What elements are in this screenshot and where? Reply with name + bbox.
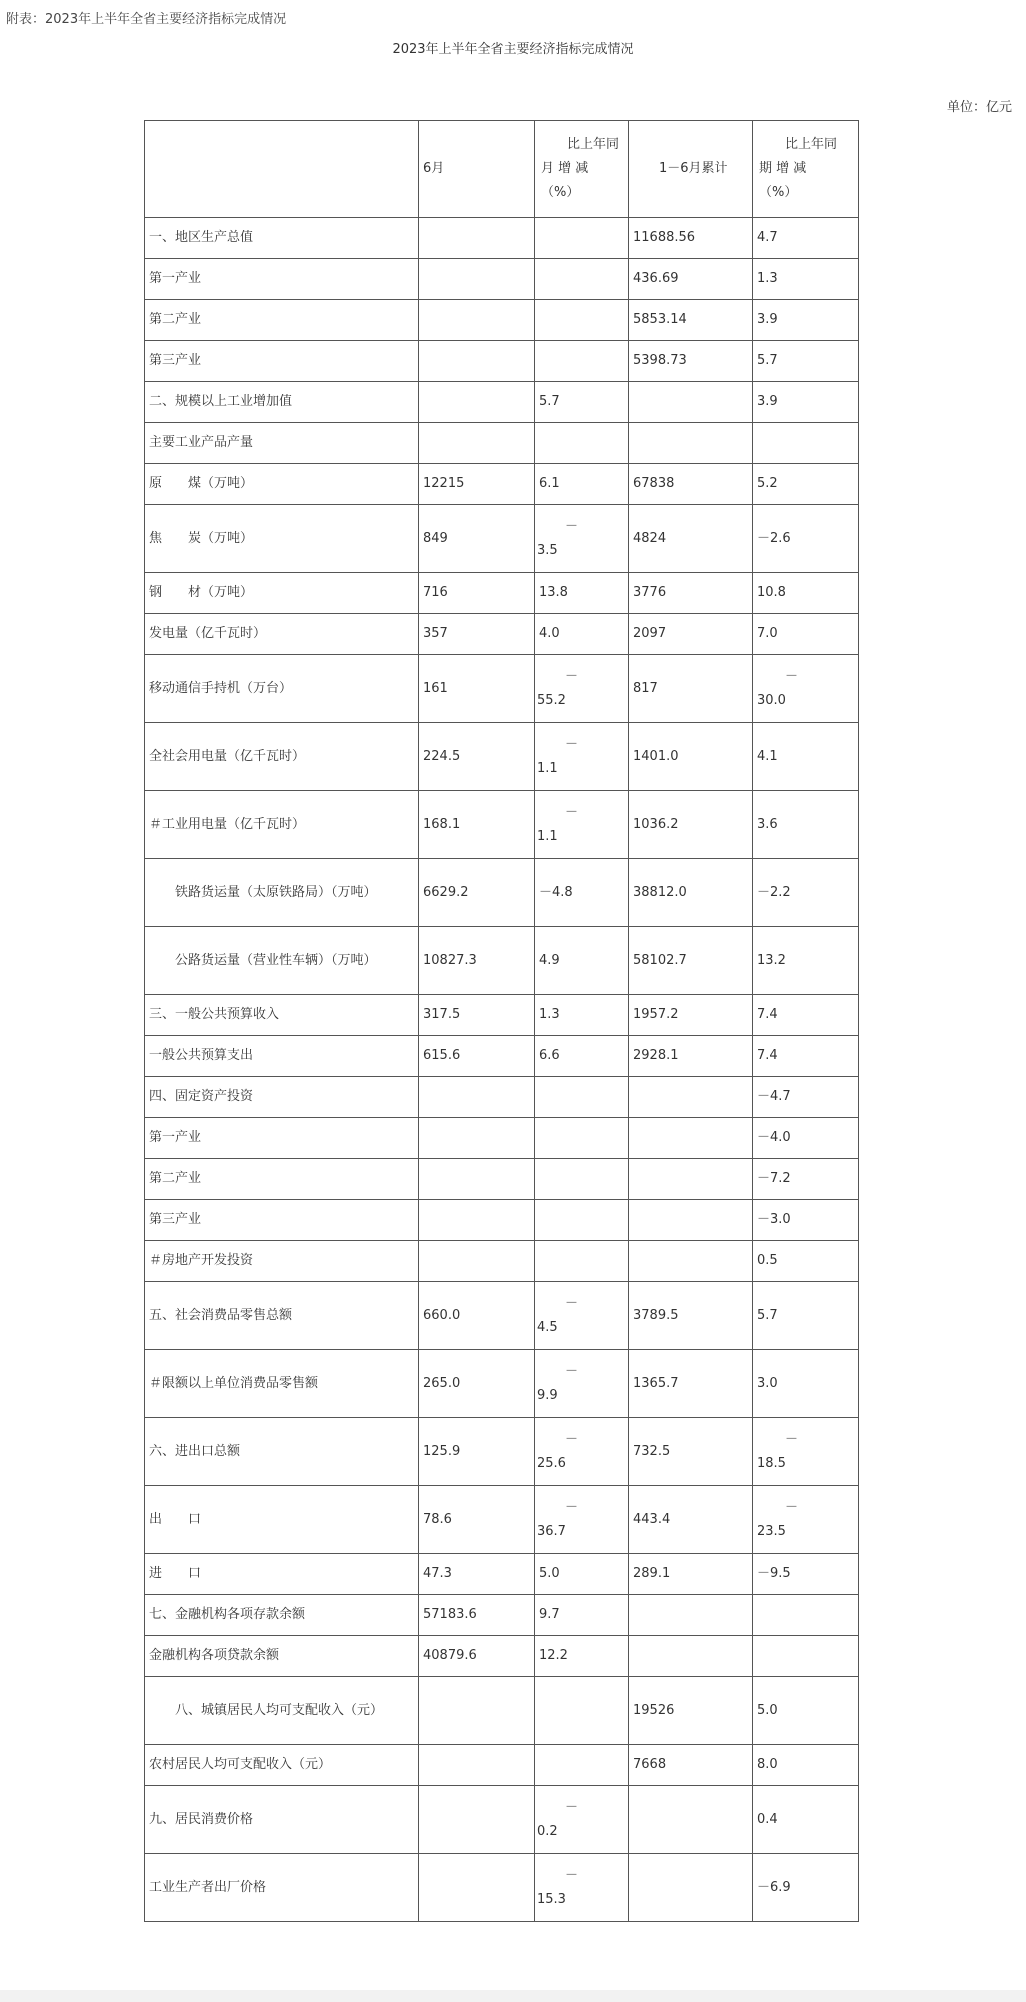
month-value bbox=[419, 259, 535, 300]
table-row bbox=[145, 927, 859, 995]
month-yoy-number: 0.2 bbox=[537, 1823, 558, 1839]
cumulative-yoy-value: 5.2 bbox=[753, 464, 859, 505]
month-value: 10827.3 bbox=[419, 927, 535, 995]
month-yoy-sign: － bbox=[565, 1499, 579, 1515]
month-yoy-number: 25.6 bbox=[537, 1455, 566, 1471]
month-yoy-value bbox=[535, 1241, 629, 1282]
cumulative-value bbox=[629, 1786, 753, 1854]
indicator-name: 第二产业 bbox=[145, 300, 419, 341]
month-value: 78.6 bbox=[419, 1486, 535, 1554]
month-yoy-value: 9.7 bbox=[535, 1595, 629, 1636]
cumulative-value bbox=[629, 1636, 753, 1677]
cumulative-yoy-value: 7.4 bbox=[753, 995, 859, 1036]
month-yoy-value bbox=[535, 1350, 629, 1418]
month-value: 224.5 bbox=[419, 723, 535, 791]
header-month-yoy-line3: （%） bbox=[541, 185, 580, 200]
indicator-name: 移动通信手持机（万台） bbox=[145, 655, 419, 723]
page-title: 2023年上半年全省主要经济指标完成情况 bbox=[392, 42, 634, 57]
table-row bbox=[145, 300, 859, 341]
table-row bbox=[145, 1241, 859, 1282]
cumulative-yoy-value: －4.7 bbox=[753, 1077, 859, 1118]
month-value: 57183.6 bbox=[419, 1595, 535, 1636]
month-yoy-sign: － bbox=[565, 1295, 579, 1311]
indicator-name: 进 口 bbox=[145, 1554, 419, 1595]
month-value: 849 bbox=[419, 505, 535, 573]
table-row bbox=[145, 341, 859, 382]
cum-yoy-sign: － bbox=[785, 668, 799, 684]
month-yoy-sign: － bbox=[565, 1867, 579, 1883]
header-cum-yoy-line3: （%） bbox=[759, 185, 798, 200]
indicator-name: 三、一般公共预算收入 bbox=[145, 995, 419, 1036]
month-yoy-number: 9.9 bbox=[537, 1387, 558, 1403]
cumulative-value: 11688.56 bbox=[629, 218, 753, 259]
table-row bbox=[145, 1159, 859, 1200]
indicator-name: 发电量（亿千瓦时） bbox=[145, 614, 419, 655]
month-value bbox=[419, 218, 535, 259]
cumulative-yoy-value: 4.7 bbox=[753, 218, 859, 259]
month-yoy-value: 6.6 bbox=[535, 1036, 629, 1077]
cumulative-value: 436.69 bbox=[629, 259, 753, 300]
month-yoy-value bbox=[535, 1486, 629, 1554]
cumulative-yoy-value: 5.7 bbox=[753, 1282, 859, 1350]
cumulative-value: 58102.7 bbox=[629, 927, 753, 995]
month-value bbox=[419, 1241, 535, 1282]
indicator-name: 九、居民消费价格 bbox=[145, 1786, 419, 1854]
cumulative-yoy-value: 4.1 bbox=[753, 723, 859, 791]
header-blank-cell bbox=[145, 121, 419, 218]
month-yoy-value bbox=[535, 300, 629, 341]
month-yoy-value bbox=[535, 1786, 629, 1854]
indicator-name: 农村居民人均可支配收入（元） bbox=[145, 1745, 419, 1786]
indicator-name: 出 口 bbox=[145, 1486, 419, 1554]
month-yoy-value bbox=[535, 1854, 629, 1922]
indicator-name: 钢 材（万吨） bbox=[145, 573, 419, 614]
month-value bbox=[419, 1200, 535, 1241]
cumulative-value: 38812.0 bbox=[629, 859, 753, 927]
month-yoy-value: 4.0 bbox=[535, 614, 629, 655]
month-yoy-value bbox=[535, 259, 629, 300]
month-yoy-value bbox=[535, 218, 629, 259]
cumulative-value: 5398.73 bbox=[629, 341, 753, 382]
cumulative-value: 67838 bbox=[629, 464, 753, 505]
month-yoy-sign: － bbox=[565, 1363, 579, 1379]
indicator-name: 第三产业 bbox=[145, 1200, 419, 1241]
cumulative-yoy-value bbox=[753, 1418, 859, 1486]
cumulative-yoy-value: 0.4 bbox=[753, 1786, 859, 1854]
indicator-name: 第一产业 bbox=[145, 259, 419, 300]
cumulative-yoy-value: 7.4 bbox=[753, 1036, 859, 1077]
cumulative-value: 1957.2 bbox=[629, 995, 753, 1036]
table-row bbox=[145, 259, 859, 300]
month-yoy-sign: － bbox=[565, 518, 579, 534]
table-row bbox=[145, 464, 859, 505]
table-row bbox=[145, 1036, 859, 1077]
cum-yoy-sign: － bbox=[785, 1499, 799, 1515]
month-yoy-value bbox=[535, 1200, 629, 1241]
month-value bbox=[419, 1854, 535, 1922]
indicator-name: 一般公共预算支出 bbox=[145, 1036, 419, 1077]
cumulative-value bbox=[629, 1159, 753, 1200]
month-value: 6629.2 bbox=[419, 859, 535, 927]
indicator-name: 五、社会消费品零售总额 bbox=[145, 1282, 419, 1350]
cumulative-yoy-value: 0.5 bbox=[753, 1241, 859, 1282]
indicator-name: 原 煤（万吨） bbox=[145, 464, 419, 505]
table-row bbox=[145, 1595, 859, 1636]
indicator-name: 七、金融机构各项存款余额 bbox=[145, 1595, 419, 1636]
indicator-name: 八、城镇居民人均可支配收入（元） bbox=[145, 1677, 419, 1745]
month-value bbox=[419, 1677, 535, 1745]
month-yoy-value: 1.3 bbox=[535, 995, 629, 1036]
month-yoy-value: 6.1 bbox=[535, 464, 629, 505]
indicator-name: 公路货运量（营业性车辆）（万吨） bbox=[145, 927, 419, 995]
month-yoy-sign: － bbox=[565, 736, 579, 752]
month-value bbox=[419, 1786, 535, 1854]
cumulative-yoy-value: 3.9 bbox=[753, 382, 859, 423]
month-yoy-value bbox=[535, 723, 629, 791]
cumulative-yoy-value bbox=[753, 1636, 859, 1677]
cumulative-yoy-value bbox=[753, 1595, 859, 1636]
month-yoy-value bbox=[535, 423, 629, 464]
month-yoy-value bbox=[535, 1745, 629, 1786]
cum-yoy-number: 18.5 bbox=[757, 1455, 786, 1471]
table-row bbox=[145, 573, 859, 614]
table-row bbox=[145, 1745, 859, 1786]
cumulative-value: 289.1 bbox=[629, 1554, 753, 1595]
cumulative-value bbox=[629, 1241, 753, 1282]
table-row bbox=[145, 995, 859, 1036]
indicator-name: 金融机构各项贷款余额 bbox=[145, 1636, 419, 1677]
indicator-name: ＃房地产开发投资 bbox=[145, 1241, 419, 1282]
cumulative-value bbox=[629, 423, 753, 464]
month-value: 125.9 bbox=[419, 1418, 535, 1486]
cumulative-value: 2097 bbox=[629, 614, 753, 655]
cumulative-yoy-value: －3.0 bbox=[753, 1200, 859, 1241]
header-cum-yoy-line1: 比上年同 bbox=[785, 137, 838, 152]
header-cumulative-yoy bbox=[753, 121, 859, 218]
cumulative-yoy-value: 7.0 bbox=[753, 614, 859, 655]
month-value: 161 bbox=[419, 655, 535, 723]
cumulative-value: 3776 bbox=[629, 573, 753, 614]
month-value bbox=[419, 382, 535, 423]
table-row bbox=[145, 1554, 859, 1595]
table-row bbox=[145, 1486, 859, 1554]
table-row bbox=[145, 1786, 859, 1854]
header-row bbox=[145, 121, 859, 218]
cumulative-yoy-value: 8.0 bbox=[753, 1745, 859, 1786]
month-yoy-value: 5.7 bbox=[535, 382, 629, 423]
month-value bbox=[419, 1077, 535, 1118]
month-value: 615.6 bbox=[419, 1036, 535, 1077]
cumulative-yoy-value: －7.2 bbox=[753, 1159, 859, 1200]
table-row bbox=[145, 382, 859, 423]
cumulative-value: 1036.2 bbox=[629, 791, 753, 859]
cumulative-yoy-value: 3.9 bbox=[753, 300, 859, 341]
month-yoy-sign: － bbox=[565, 668, 579, 684]
header-cumulative: 1－6月累计 bbox=[629, 121, 753, 218]
month-value: 716 bbox=[419, 573, 535, 614]
month-value: 40879.6 bbox=[419, 1636, 535, 1677]
table-row bbox=[145, 1636, 859, 1677]
month-yoy-sign: － bbox=[565, 1799, 579, 1815]
indicator-name: 一、地区生产总值 bbox=[145, 218, 419, 259]
month-value: 317.5 bbox=[419, 995, 535, 1036]
table-row bbox=[145, 423, 859, 464]
cumulative-value: 5853.14 bbox=[629, 300, 753, 341]
month-yoy-value: 4.9 bbox=[535, 927, 629, 995]
cumulative-value: 817 bbox=[629, 655, 753, 723]
cumulative-yoy-value: 3.0 bbox=[753, 1350, 859, 1418]
month-yoy-number: 3.5 bbox=[537, 542, 558, 558]
month-yoy-sign: － bbox=[565, 1431, 579, 1447]
indicator-name: 第三产业 bbox=[145, 341, 419, 382]
table-row bbox=[145, 1200, 859, 1241]
indicator-name: ＃限额以上单位消费品零售额 bbox=[145, 1350, 419, 1418]
month-yoy-value bbox=[535, 341, 629, 382]
month-value: 168.1 bbox=[419, 791, 535, 859]
table-row bbox=[145, 723, 859, 791]
month-yoy-number: 15.3 bbox=[537, 1891, 566, 1907]
indicator-name: 第二产业 bbox=[145, 1159, 419, 1200]
table-row bbox=[145, 1282, 859, 1350]
indicator-name: 四、固定资产投资 bbox=[145, 1077, 419, 1118]
header-month-yoy bbox=[535, 121, 629, 218]
cumulative-value bbox=[629, 1595, 753, 1636]
cumulative-value: 1401.0 bbox=[629, 723, 753, 791]
cumulative-yoy-value bbox=[753, 1486, 859, 1554]
header-month-yoy-line1: 比上年同 bbox=[567, 137, 620, 152]
month-value bbox=[419, 1118, 535, 1159]
month-value: 12215 bbox=[419, 464, 535, 505]
month-yoy-value bbox=[535, 1677, 629, 1745]
month-yoy-value bbox=[535, 1282, 629, 1350]
table-row bbox=[145, 505, 859, 573]
month-yoy-number: 1.1 bbox=[537, 828, 558, 844]
footer-strip bbox=[0, 1990, 1026, 2002]
month-yoy-value bbox=[535, 505, 629, 573]
month-yoy-number: 55.2 bbox=[537, 692, 566, 708]
header-cum-yoy-line2: 期 增 减 bbox=[759, 161, 807, 176]
month-value bbox=[419, 1745, 535, 1786]
indicator-name: 二、规模以上工业增加值 bbox=[145, 382, 419, 423]
cumulative-value bbox=[629, 1854, 753, 1922]
month-yoy-number: 36.7 bbox=[537, 1523, 566, 1539]
table-row bbox=[145, 1118, 859, 1159]
cumulative-yoy-value: －2.6 bbox=[753, 505, 859, 573]
table-row bbox=[145, 1677, 859, 1745]
cumulative-value: 2928.1 bbox=[629, 1036, 753, 1077]
indicator-table bbox=[144, 120, 859, 1922]
indicator-name: 六、进出口总额 bbox=[145, 1418, 419, 1486]
indicator-name: 焦 炭（万吨） bbox=[145, 505, 419, 573]
cumulative-value bbox=[629, 1118, 753, 1159]
month-yoy-value: －4.8 bbox=[535, 859, 629, 927]
month-yoy-value: 13.8 bbox=[535, 573, 629, 614]
month-yoy-value bbox=[535, 1118, 629, 1159]
appendix-label: 附表：2023年上半年全省主要经济指标完成情况 bbox=[6, 12, 287, 27]
month-value: 47.3 bbox=[419, 1554, 535, 1595]
table-row bbox=[145, 1854, 859, 1922]
cumulative-value: 7668 bbox=[629, 1745, 753, 1786]
cumulative-yoy-value: 5.7 bbox=[753, 341, 859, 382]
month-yoy-value bbox=[535, 791, 629, 859]
month-value bbox=[419, 300, 535, 341]
cumulative-yoy-value: 1.3 bbox=[753, 259, 859, 300]
month-value: 357 bbox=[419, 614, 535, 655]
month-value: 660.0 bbox=[419, 1282, 535, 1350]
month-value bbox=[419, 423, 535, 464]
table-row bbox=[145, 1418, 859, 1486]
month-yoy-value bbox=[535, 655, 629, 723]
cumulative-value: 1365.7 bbox=[629, 1350, 753, 1418]
cumulative-yoy-value: －2.2 bbox=[753, 859, 859, 927]
month-yoy-sign: － bbox=[565, 804, 579, 820]
table-row bbox=[145, 614, 859, 655]
cumulative-value: 19526 bbox=[629, 1677, 753, 1745]
table-row bbox=[145, 218, 859, 259]
cumulative-value bbox=[629, 1200, 753, 1241]
cumulative-value: 732.5 bbox=[629, 1418, 753, 1486]
month-yoy-number: 1.1 bbox=[537, 760, 558, 776]
unit-label: 单位：亿元 bbox=[946, 100, 1012, 115]
cumulative-value bbox=[629, 382, 753, 423]
cumulative-value: 4824 bbox=[629, 505, 753, 573]
cumulative-yoy-value: 13.2 bbox=[753, 927, 859, 995]
header-month: 6月 bbox=[419, 121, 535, 218]
table-row bbox=[145, 655, 859, 723]
cumulative-value bbox=[629, 1077, 753, 1118]
month-yoy-value bbox=[535, 1418, 629, 1486]
indicator-name: 全社会用电量（亿千瓦时） bbox=[145, 723, 419, 791]
indicator-name: ＃工业用电量（亿千瓦时） bbox=[145, 791, 419, 859]
cumulative-value: 443.4 bbox=[629, 1486, 753, 1554]
month-yoy-value bbox=[535, 1159, 629, 1200]
cumulative-yoy-value bbox=[753, 655, 859, 723]
cumulative-yoy-value: 5.0 bbox=[753, 1677, 859, 1745]
cum-yoy-sign: － bbox=[785, 1431, 799, 1447]
indicator-name: 主要工业产品产量 bbox=[145, 423, 419, 464]
cumulative-yoy-value: －6.9 bbox=[753, 1854, 859, 1922]
month-value bbox=[419, 1159, 535, 1200]
month-yoy-number: 4.5 bbox=[537, 1319, 558, 1335]
header-month-yoy-line2: 月 增 减 bbox=[541, 161, 589, 176]
month-yoy-value: 5.0 bbox=[535, 1554, 629, 1595]
table-row bbox=[145, 1077, 859, 1118]
table-row bbox=[145, 859, 859, 927]
month-yoy-value: 12.2 bbox=[535, 1636, 629, 1677]
cum-yoy-number: 23.5 bbox=[757, 1523, 786, 1539]
indicator-name: 工业生产者出厂价格 bbox=[145, 1854, 419, 1922]
cumulative-yoy-value: 10.8 bbox=[753, 573, 859, 614]
cumulative-yoy-value bbox=[753, 423, 859, 464]
indicator-name: 第一产业 bbox=[145, 1118, 419, 1159]
cumulative-value: 3789.5 bbox=[629, 1282, 753, 1350]
month-value bbox=[419, 341, 535, 382]
cum-yoy-number: 30.0 bbox=[757, 692, 786, 708]
table-row bbox=[145, 1350, 859, 1418]
table-row bbox=[145, 791, 859, 859]
cumulative-yoy-value: －4.0 bbox=[753, 1118, 859, 1159]
indicator-name: 铁路货运量（太原铁路局）（万吨） bbox=[145, 859, 419, 927]
month-yoy-value bbox=[535, 1077, 629, 1118]
cumulative-yoy-value: －9.5 bbox=[753, 1554, 859, 1595]
cumulative-yoy-value: 3.6 bbox=[753, 791, 859, 859]
month-value: 265.0 bbox=[419, 1350, 535, 1418]
